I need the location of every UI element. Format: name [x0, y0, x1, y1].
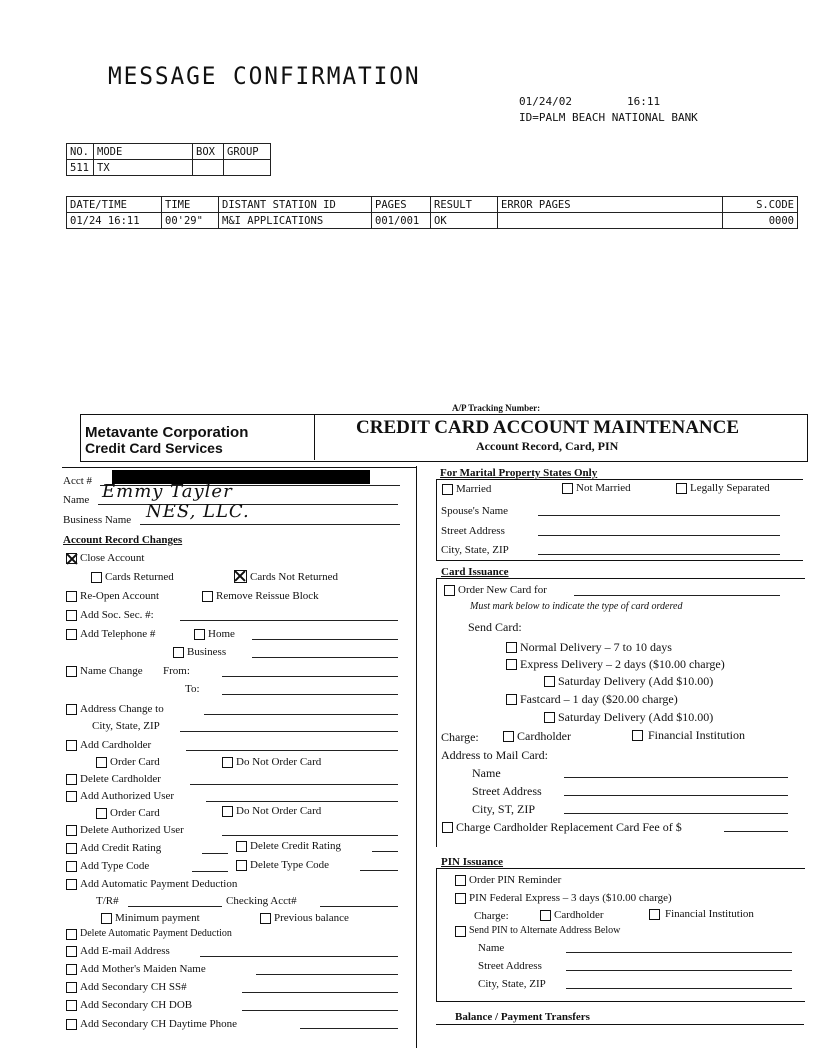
- table-header-row: [67, 197, 798, 213]
- remove-reissue-checkbox[interactable]: [202, 591, 213, 602]
- pin-fedex-label: PIN Federal Express – 3 days ($10.00 charge): [469, 892, 672, 904]
- address-change-checkbox[interactable]: [66, 704, 77, 715]
- cards-not-returned-checkbox[interactable]: [234, 570, 247, 583]
- table-cell: [224, 160, 271, 176]
- remove-reissue-label: Remove Reissue Block: [216, 590, 319, 602]
- add-secondary-phone-checkbox[interactable]: [66, 1019, 77, 1030]
- mail-city-line: [564, 813, 788, 814]
- name-from-label: From:: [163, 665, 190, 677]
- spouse-city-line: [538, 554, 780, 555]
- name-to-label: To:: [185, 683, 200, 695]
- charge-cardholder-checkbox[interactable]: [503, 731, 514, 742]
- balance-transfers-title: Balance / Payment Transfers: [455, 1011, 590, 1023]
- pin-charge-financial-institution-label: Financial Institution: [665, 908, 754, 920]
- cards-returned-checkbox[interactable]: [91, 572, 102, 583]
- order-card-2-checkbox[interactable]: [96, 808, 107, 819]
- add-maiden-name-checkbox[interactable]: [66, 964, 77, 975]
- add-ssn-label: Add Soc. Sec. #:: [80, 609, 154, 621]
- pin-charge-label: Charge:: [474, 910, 509, 922]
- add-secondary-ssn-label: Add Secondary CH SS#: [80, 981, 187, 993]
- close-account-checkbox[interactable]: [66, 553, 77, 564]
- legally-separated-label: Legally Separated: [690, 482, 770, 494]
- table-cell: [193, 160, 224, 176]
- not-married-label: Not Married: [576, 482, 631, 494]
- mail-street-label: Street Address: [472, 784, 542, 798]
- tracking-number-label: A/P Tracking Number:: [452, 403, 541, 413]
- column-divider: [416, 466, 417, 1048]
- express-delivery-label: Express Delivery – 2 days ($10.00 charge): [520, 657, 725, 671]
- delete-type-code-line: [360, 870, 398, 871]
- order-card-label: Order Card: [110, 756, 160, 768]
- delete-authorized-user-line: [222, 835, 398, 836]
- order-pin-reminder-checkbox[interactable]: [455, 875, 466, 886]
- business-phone-line: [252, 657, 398, 658]
- legally-separated-checkbox[interactable]: [676, 483, 687, 494]
- previous-balance-label: Previous balance: [274, 912, 349, 924]
- saturday-delivery-1-checkbox[interactable]: [544, 676, 555, 687]
- business-name-label: Business Name: [63, 514, 132, 526]
- business-phone-checkbox[interactable]: [173, 647, 184, 658]
- table-header: RESULT: [431, 197, 498, 213]
- table-header: MODE: [94, 144, 193, 160]
- send-pin-alternate-label: Send PIN to Alternate Address Below: [469, 925, 621, 936]
- saturday-delivery-2-label: Saturday Delivery (Add $10.00): [558, 710, 714, 724]
- table-cell: M&I APPLICATIONS: [219, 213, 372, 229]
- charge-replacement-fee-label: Charge Cardholder Replacement Card Fee of $: [456, 820, 682, 834]
- address-city-label: City, State, ZIP: [92, 720, 160, 732]
- cards-returned-label: Cards Returned: [105, 571, 174, 583]
- header-divider: [314, 414, 315, 460]
- charge-label: Charge:: [441, 730, 479, 744]
- order-card-checkbox[interactable]: [96, 757, 107, 768]
- tr-number-label: T/R#: [96, 895, 119, 907]
- do-not-order-card-2-label: Do Not Order Card: [236, 805, 322, 817]
- table-header: GROUP: [224, 144, 271, 160]
- delete-type-code-label: Delete Type Code: [250, 859, 330, 871]
- add-secondary-dob-line: [242, 1010, 398, 1011]
- order-new-card-label: Order New Card for: [458, 584, 547, 596]
- add-cardholder-label: Add Cardholder: [80, 739, 152, 751]
- send-card-label: Send Card:: [468, 620, 522, 634]
- delete-credit-rating-line: [372, 851, 398, 852]
- spouse-name-label: Spouse's Name: [441, 505, 509, 517]
- add-type-code-checkbox[interactable]: [66, 861, 77, 872]
- previous-balance-checkbox[interactable]: [260, 913, 271, 924]
- account-record-changes-title: Account Record Changes: [63, 534, 183, 546]
- mail-street-line: [564, 795, 788, 796]
- name-handwritten: Emmy Tayler: [102, 481, 233, 502]
- checking-acct-label: Checking Acct#: [226, 895, 297, 907]
- delete-cardholder-label: Delete Cardholder: [80, 773, 161, 785]
- ssn-line: [180, 620, 398, 621]
- table-row: [67, 160, 271, 176]
- charge-cardholder-label: Cardholder: [517, 729, 571, 743]
- business-phone-label: Business: [187, 646, 227, 658]
- add-credit-rating-label: Add Credit Rating: [80, 842, 162, 854]
- add-email-label: Add E-mail Address: [80, 945, 170, 957]
- add-type-code-label: Add Type Code: [80, 860, 150, 872]
- pin-charge-cardholder-checkbox[interactable]: [540, 910, 551, 921]
- table-row: [67, 213, 798, 229]
- table-header: BOX: [193, 144, 224, 160]
- delete-credit-rating-label: Delete Credit Rating: [250, 840, 342, 852]
- charge-replacement-fee-checkbox[interactable]: [442, 822, 453, 833]
- add-email-checkbox[interactable]: [66, 946, 77, 957]
- add-authorized-user-line: [206, 801, 398, 802]
- pin-street-line: [566, 970, 792, 971]
- home-phone-label: Home: [208, 628, 235, 640]
- fax-station-id: ID=PALM BEACH NATIONAL BANK: [519, 111, 698, 124]
- table-header-row: [67, 144, 271, 160]
- company-name: Metavante Corporation: [85, 424, 249, 441]
- order-card-2-label: Order Card: [110, 807, 160, 819]
- address-to-mail-label: Address to Mail Card:: [441, 748, 548, 762]
- delete-authorized-user-checkbox[interactable]: [66, 825, 77, 836]
- spouse-street-label: Street Address: [441, 525, 505, 537]
- add-email-line: [200, 956, 398, 957]
- add-credit-rating-checkbox[interactable]: [66, 843, 77, 854]
- name-change-label: Name Change: [80, 665, 143, 677]
- table-header: DISTANT STATION ID: [219, 197, 372, 213]
- add-secondary-dob-label: Add Secondary CH DOB: [80, 999, 193, 1011]
- cards-not-returned-label: Cards Not Returned: [250, 571, 338, 583]
- table-header: ERROR PAGES: [498, 197, 723, 213]
- table-cell: OK: [431, 213, 498, 229]
- saturday-delivery-2-checkbox[interactable]: [544, 712, 555, 723]
- add-type-code-line: [192, 871, 228, 872]
- name-label: Name: [63, 494, 90, 506]
- pin-street-label: Street Address: [478, 960, 542, 972]
- name-change-checkbox[interactable]: [66, 666, 77, 677]
- pin-name-label: Name: [478, 942, 505, 954]
- add-authorized-user-checkbox[interactable]: [66, 791, 77, 802]
- fax-job-table: [66, 143, 271, 176]
- table-cell: 001/001: [372, 213, 431, 229]
- pin-charge-cardholder-label: Cardholder: [554, 909, 604, 921]
- business-line: [140, 524, 400, 525]
- balance-transfers-rule: [436, 1024, 804, 1025]
- fastcard-label: Fastcard – 1 day ($20.00 charge): [520, 692, 678, 706]
- add-cardholder-checkbox[interactable]: [66, 740, 77, 751]
- add-telephone-checkbox[interactable]: [66, 629, 77, 640]
- table-header: NO.: [67, 144, 94, 160]
- home-phone-line: [252, 639, 398, 640]
- form-title: CREDIT CARD ACCOUNT MAINTENANCE: [356, 417, 740, 438]
- fastcard-checkbox[interactable]: [506, 694, 517, 705]
- express-delivery-checkbox[interactable]: [506, 659, 517, 670]
- add-secondary-phone-line: [300, 1028, 398, 1029]
- add-secondary-dob-checkbox[interactable]: [66, 1000, 77, 1011]
- name-from-line: [222, 676, 398, 677]
- order-new-card-checkbox[interactable]: [444, 585, 455, 596]
- reopen-account-checkbox[interactable]: [66, 591, 77, 602]
- table-header: DATE/TIME: [67, 197, 162, 213]
- pin-fedex-checkbox[interactable]: [455, 893, 466, 904]
- add-telephone-label: Add Telephone #: [80, 628, 156, 640]
- add-cardholder-line: [186, 750, 398, 751]
- order-pin-reminder-label: Order PIN Reminder: [469, 874, 562, 886]
- pin-issuance-title: PIN Issuance: [441, 856, 504, 868]
- add-auto-payment-label: Add Automatic Payment Deduction: [80, 878, 238, 890]
- mail-name-label: Name: [472, 766, 501, 780]
- add-secondary-phone-label: Add Secondary CH Daytime Phone: [80, 1018, 238, 1030]
- name-to-line: [222, 694, 398, 695]
- table-cell: TX: [94, 160, 193, 176]
- table-cell: 00'29": [162, 213, 219, 229]
- fax-date: 01/24/02: [519, 95, 572, 108]
- married-label: Married: [456, 483, 492, 495]
- delete-cardholder-checkbox[interactable]: [66, 774, 77, 785]
- address-change-label: Address Change to: [80, 703, 164, 715]
- pin-charge-financial-institution-checkbox[interactable]: [649, 909, 660, 920]
- card-issuance-title: Card Issuance: [441, 566, 509, 578]
- normal-delivery-checkbox[interactable]: [506, 642, 517, 653]
- tr-number-line: [128, 906, 222, 907]
- home-phone-checkbox[interactable]: [194, 629, 205, 640]
- delete-type-code-checkbox[interactable]: [236, 860, 247, 871]
- add-secondary-ssn-checkbox[interactable]: [66, 982, 77, 993]
- minimum-payment-label: Minimum payment: [115, 912, 200, 924]
- delete-credit-rating-checkbox[interactable]: [236, 841, 247, 852]
- do-not-order-card-checkbox[interactable]: [222, 757, 233, 768]
- acct-label: Acct #: [63, 475, 93, 487]
- mail-city-label: City, ST, ZIP: [472, 802, 536, 816]
- fax-time: 16:11: [627, 95, 661, 108]
- charge-replacement-fee-line: [724, 831, 788, 832]
- pin-city-line: [566, 988, 792, 989]
- pin-name-line: [566, 952, 792, 953]
- delete-auto-payment-label: Delete Automatic Payment Deduction: [80, 928, 232, 939]
- minimum-payment-checkbox[interactable]: [101, 913, 112, 924]
- add-ssn-checkbox[interactable]: [66, 610, 77, 621]
- charge-financial-institution-label: Financial Institution: [648, 728, 745, 742]
- add-secondary-ssn-line: [242, 992, 398, 993]
- table-cell: 0000: [723, 213, 798, 229]
- married-checkbox[interactable]: [442, 484, 453, 495]
- add-auto-payment-checkbox[interactable]: [66, 879, 77, 890]
- send-pin-alternate-checkbox[interactable]: [455, 926, 466, 937]
- form-subtitle: Account Record, Card, PIN: [476, 439, 619, 453]
- table-cell: 511: [67, 160, 94, 176]
- department-name: Credit Card Services: [85, 440, 223, 456]
- spouse-city-label: City, State, ZIP: [441, 544, 509, 556]
- fax-title: MESSAGE CONFIRMATION: [108, 62, 421, 90]
- delete-cardholder-line: [190, 784, 398, 785]
- must-mark-note: Must mark below to indicate the type of card ordered: [470, 601, 683, 612]
- add-credit-rating-line: [202, 853, 228, 854]
- marital-section-title: For Marital Property States Only: [440, 467, 598, 479]
- saturday-delivery-1-label: Saturday Delivery (Add $10.00): [558, 674, 714, 688]
- not-married-checkbox[interactable]: [562, 483, 573, 494]
- address-city-line: [180, 731, 398, 732]
- business-name-handwritten: NES, LLC.: [146, 501, 250, 522]
- do-not-order-card-label: Do Not Order Card: [236, 756, 322, 768]
- table-header: PAGES: [372, 197, 431, 213]
- add-maiden-name-label: Add Mother's Maiden Name: [80, 963, 206, 975]
- spouse-street-line: [538, 535, 780, 536]
- do-not-order-card-2-checkbox[interactable]: [222, 806, 233, 817]
- table-header: S.CODE: [723, 197, 798, 213]
- delete-authorized-user-label: Delete Authorized User: [80, 824, 184, 836]
- spouse-name-line: [538, 515, 780, 516]
- delete-auto-payment-checkbox[interactable]: [66, 929, 77, 940]
- reopen-account-label: Re-Open Account: [80, 590, 160, 602]
- left-top-rule: [62, 467, 416, 468]
- normal-delivery-label: Normal Delivery – 7 to 10 days: [520, 640, 672, 654]
- order-new-card-line: [574, 595, 780, 596]
- pin-city-label: City, State, ZIP: [478, 978, 546, 990]
- add-authorized-user-label: Add Authorized User: [80, 790, 175, 802]
- close-account-label: Close Account: [80, 552, 145, 564]
- charge-financial-institution-checkbox[interactable]: [632, 730, 643, 741]
- checking-acct-line: [320, 906, 398, 907]
- address-change-line: [204, 714, 398, 715]
- table-cell: [498, 213, 723, 229]
- table-header: TIME: [162, 197, 219, 213]
- fax-result-table: [66, 196, 798, 229]
- mail-name-line: [564, 777, 788, 778]
- table-cell: 01/24 16:11: [67, 213, 162, 229]
- add-maiden-name-line: [256, 974, 398, 975]
